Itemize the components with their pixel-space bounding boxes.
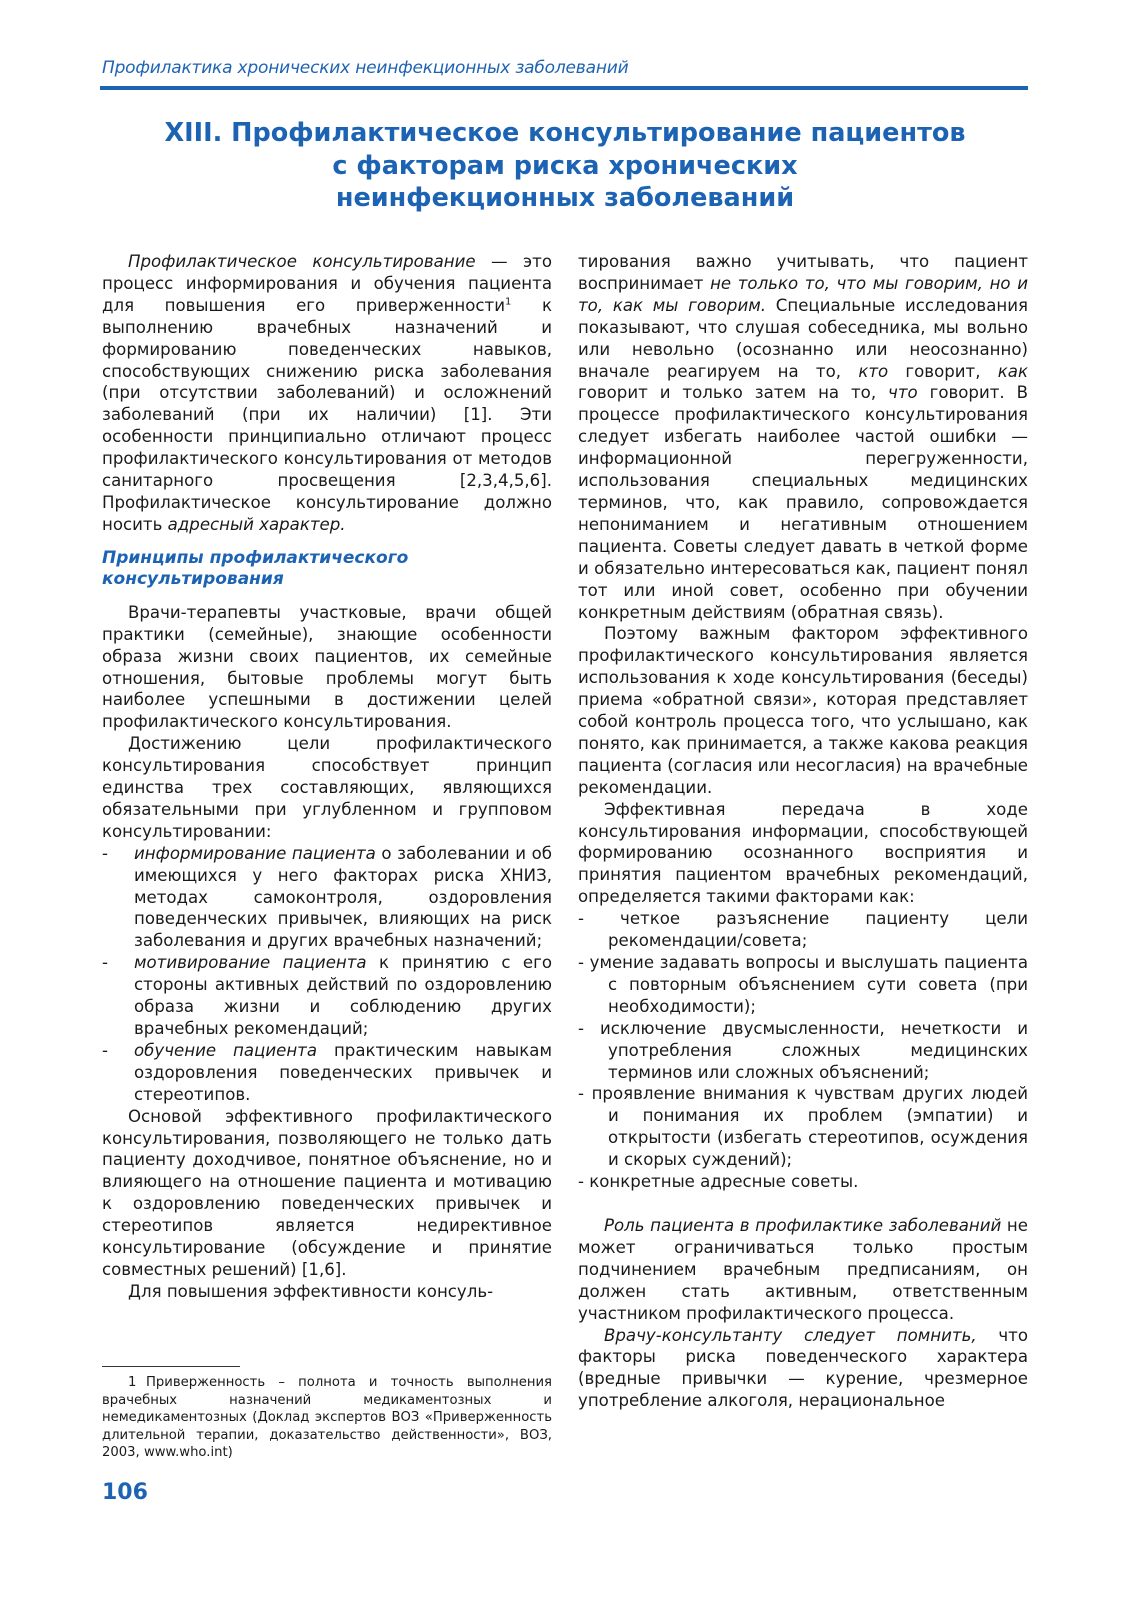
basis-paragraph: Основой эффективного профилактического консультирования, позволяющего не только дать пациенту доходчивое, понятное объяснение, но и влияющего на отношение пациента и мотивацию к оздоровлению поведенческих привычек и стереотипов является недирективное консультирование (обсуждение и принятие совместных решений) [1,6].: [102, 1106, 552, 1279]
intro-emphasis: адресный характер.: [167, 514, 346, 534]
continuation-emphasis-2: кто: [858, 361, 889, 381]
list-item: - проявление внимания к чувствам других людей и понимания их проблем (эмпатии) и открытости (избегать стереотипов, осуждения и скорых суждений);: [578, 1084, 1028, 1170]
role-text: не может ограничиваться только простым подчинением врачебным предписаниям, он должен стать активным, ответственным участником профилактического процесса.: [578, 1215, 1028, 1323]
increase-paragraph: Для повышения эффективности консуль-: [128, 1281, 494, 1301]
intro-text-b: к выполнению врачебных назначений и формированию поведенческих навыков, способствующих снижению риска заболевания (при отсутствии заболеваний) и осложнений заболеваний (при их наличии) [1]. Эти особенности принципиально отличают процесс профилактического консультирования от методов санитарного просвещения [2,3,4,5,6]. Профилактическое консультирование должно носить: [102, 295, 552, 534]
title-line-3: неинфекционных заболеваний: [335, 183, 795, 213]
page-number: 106: [102, 1480, 148, 1505]
list-item-text: практическим навыкам оздоровления поведенческих привычек и стереотипов.: [134, 1040, 552, 1104]
list-item: - конкретные адресные советы.: [578, 1172, 859, 1192]
list-item-term: мотивирование пациента: [134, 953, 367, 973]
continuation-text-d: говорит и только затем на то,: [578, 383, 889, 403]
running-header: Профилактика хронических неинфекционных заболеваний: [102, 58, 629, 78]
subheading-line-2: консультирования: [102, 568, 284, 589]
components-list: [102, 843, 552, 1106]
right-column: [578, 251, 1028, 1412]
intro-paragraph: [102, 251, 552, 536]
list-item-term: информирование пациента: [134, 843, 376, 863]
title-line-1: XIII. Профилактическое консультирование пациентов: [164, 118, 966, 148]
continuation-text-b: Специальные исследования показывают, что слушая собеседника, мы вольно или невольно (осознанно или неосознанно) вначале реагируем на то,: [578, 295, 1028, 381]
doctors-paragraph: Врачи-терапевты участковые, врачи общей практики (семейные), знающие особенности образа жизни своих пациентов, их семейные отношения, бытовые проблемы могут быть наиболее успешными в достижении целей профилактического консультирования.: [102, 602, 552, 732]
list-dash: -: [102, 843, 108, 863]
subheading-line-1: Принципы профилактического: [102, 547, 409, 568]
principles-subheading: [102, 548, 552, 590]
continuation-paragraph: [578, 251, 1028, 623]
title-line-2: с факторам риска хронических: [332, 150, 798, 181]
list-item: [102, 952, 552, 1040]
list-item-term: обучение пациента: [134, 1040, 317, 1060]
footnote-text: Приверженность – полнота и точность выполнения врачебных назначений медикаментозных и немедикаментозных (Доклад экспертов ВОЗ «Приверженность длительной терапии, доказательство действенности», ВОЗ, 2003, www.who.int): [102, 1375, 552, 1461]
factors-list: [578, 908, 1028, 1193]
list-item: [102, 1040, 552, 1106]
footnote-number: 1: [128, 1375, 137, 1390]
footnote-ref: 1: [505, 296, 512, 308]
list-dash: -: [102, 1040, 108, 1060]
list-item: - четкое разъяснение пациенту цели рекомендации/совета;: [578, 909, 1028, 951]
continuation-emphasis-1: не только то, что мы говорим, но и то, как мы говорим.: [578, 273, 1028, 315]
continuation-text-c: говорит,: [888, 361, 998, 381]
goal-paragraph: Достижению цели профилактического консультирования способствует принцип единства трех составляющих, являющихся обязательными при углубленном и групповом консультировании:: [102, 734, 552, 841]
continuation-text-a: тирования важно учитывать, что пациент воспринимает: [578, 252, 1028, 293]
list-dash: -: [102, 953, 108, 973]
role-emphasis: Роль пациента в профилактике заболеваний: [604, 1215, 1002, 1235]
page-title: [100, 117, 1030, 215]
consultant-emphasis: Врачу-консультанту следует помнить,: [604, 1325, 977, 1345]
list-item-text: к принятию с его стороны активных действий по оздоровлению образа жизни и соблюдению других врачебных рекомендаций;: [134, 953, 552, 1038]
footnote: [102, 1374, 552, 1462]
consultant-paragraph: [578, 1325, 1028, 1413]
continuation-emphasis-4: что: [888, 383, 918, 403]
list-item: - умение задавать вопросы и выслушать пациента с повторным объяснением сути совета (при необходимости);: [578, 953, 1028, 1016]
feedback-paragraph: Поэтому важным фактором эффективного профилактического консультирования является использования к ходе консультирования (беседы) приема «обратной связи», которая представляет собой контроль процесса того, что услышано, как понято, как принимается, а также какова реакция пациента (согласия или несогласия) на врачебные рекомендации.: [578, 624, 1028, 797]
left-column: [102, 251, 552, 1303]
consultant-text: что факторы риска поведенческого характера (вредные привычки — курение, чрезмерное употребление алкоголя, нерациональное: [578, 1325, 1028, 1411]
list-item: - исключение двусмысленности, нечеткости и употребления сложных медицинских терминов или сложных объяснений;: [578, 1018, 1028, 1082]
header-rule: [100, 86, 1028, 90]
list-item: [102, 843, 552, 953]
list-item-text: о заболевании и об имеющихся у него факторах риска ХНИЗ, методах самоконтроля, оздоровления поведенческих привычек, влияющих на риск заболевания и других врачебных назначений;: [134, 843, 552, 951]
transfer-paragraph: Эффективная передача в ходе консультирования информации, способствующей формированию осознанного восприятия и принятия пациентом врачебных рекомендаций, определяется такими факторами как:: [578, 799, 1028, 907]
footnote-rule: [102, 1366, 240, 1367]
continuation-emphasis-3: как: [997, 361, 1028, 381]
continuation-text-e: говорит. В процессе профилактического консультирования следует избегать наиболее частой ошибки — информационной перегруженности, использования специальных медицинских терминов, что, как правило, сопровождается непониманием и негативным отношением пациента. Советы следует давать в четкой форме и обязательно интересоваться как, пациент понял тот или иной совет, особенно при обучении конкретным действиям (обратная связь).: [578, 383, 1028, 622]
intro-text-a: — это процесс информирования и обучения пациента для повышения его приверженности: [102, 252, 552, 315]
intro-term: Профилактическое консультирование: [128, 252, 476, 271]
role-paragraph: [578, 1215, 1028, 1325]
